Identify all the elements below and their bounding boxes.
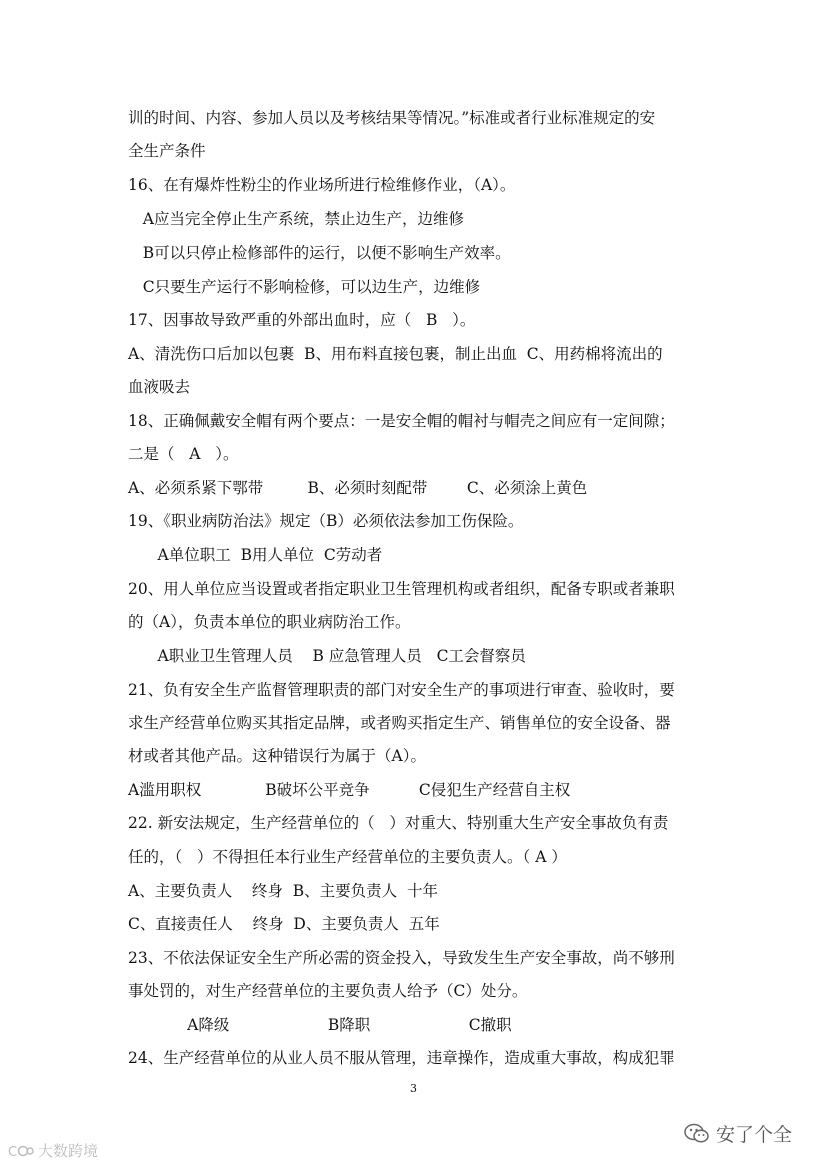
page-number: 3 [410,1082,417,1095]
option-line: A职业卫生管理人员 B 应急管理人员 C工会督察员 [128,647,526,665]
option-line: C、直接责任人 终身 D、主要负责人 五年 [128,915,440,933]
question-18: 18、正确佩戴安全帽有两个要点：一是安全帽的帽衬与帽壳之间应有一定间隙； [128,412,675,430]
option-line: A、必须系紧下鄂带 B、必须时刻配带 C、必须涂上黄色 [128,479,588,497]
question-19: 19、《职业病防治法》规定（B）必须依法参加工伤保险。 [128,512,524,530]
option-line: A单位职工 B用人单位 C劳动者 [128,546,383,564]
question-16: 16、在有爆炸性粉尘的作业场所进行检维修作业，（A）。 [128,176,516,194]
text-line: 的（A），负责本单位的职业病防治工作。 [128,613,411,631]
text-line: 二是（ A ）。 [128,445,239,463]
text-line: 求生产经营单位购买其指定品牌，或者购买指定生产、销售单位的安全设备、器 [128,714,671,732]
watermark-logo-icon [8,1143,34,1159]
option-line: A降级 B降职 C撤职 [128,1016,512,1034]
question-17: 17、因事故导致严重的外部出血时，应（ B ）。 [128,311,476,329]
wechat-icon [684,1123,710,1145]
option-line: A滥用职权 B破坏公平竞争 C侵犯生产经营自主权 [128,781,571,799]
text-line: 材或者其他产品。这种错误行为属于（A）。 [128,747,426,765]
watermark-right-text: 安了个全 [716,1124,793,1146]
option-line: A应当完全停止生产系统，禁止边生产，边维修 [128,210,464,228]
question-21: 21、负有安全生产监督管理职责的部门对安全生产的事项进行审查、验收时，要 [128,681,675,699]
option-line: 血液吸去 [128,378,191,396]
watermark-left-text: 大数跨境 [38,1142,99,1160]
text-line: 任的，（ ）不得担任本行业生产经营单位的主要负责人。（ A ） [128,848,567,866]
option-line: C只要生产运行不影响检修，可以边生产，边维修 [128,278,481,296]
question-22: 22. 新安法规定，生产经营单位的（ ）对重大、特别重大生产安全事故负有责 [128,814,669,832]
question-20: 20、用人单位应当设置或者指定职业卫生管理机构或者组织，配备专职或者兼职 [128,580,675,598]
question-24: 24、生产经营单位的从业人员不服从管理，违章操作，造成重大事故，构成犯罪 [128,1049,675,1067]
text-line: 全生产条件 [128,142,206,160]
text-line: 事处罚的，对生产经营单位的主要负责人给予（C）处分。 [128,982,528,1000]
option-line: B可以只停止检修部件的运行，以便不影响生产效率。 [128,244,511,262]
option-line: A、清洗伤口后加以包裹 B、用布料直接包裹，制止出血 C、用药棉将流出的 [128,345,663,363]
watermark-left [8,1140,98,1161]
question-23: 23、不依法保证安全生产所必需的资金投入，导致发生生产安全事故，尚不够刑 [128,949,675,967]
svg-text:C: C [8,1144,18,1159]
option-line: A、主要负责人 终身 B、主要负责人 十年 [128,882,439,900]
text-line: 训的时间、内容、参加人员以及考核结果等情况。”标准或者行业标准规定的安 [128,109,656,127]
watermark-right [684,1120,792,1147]
